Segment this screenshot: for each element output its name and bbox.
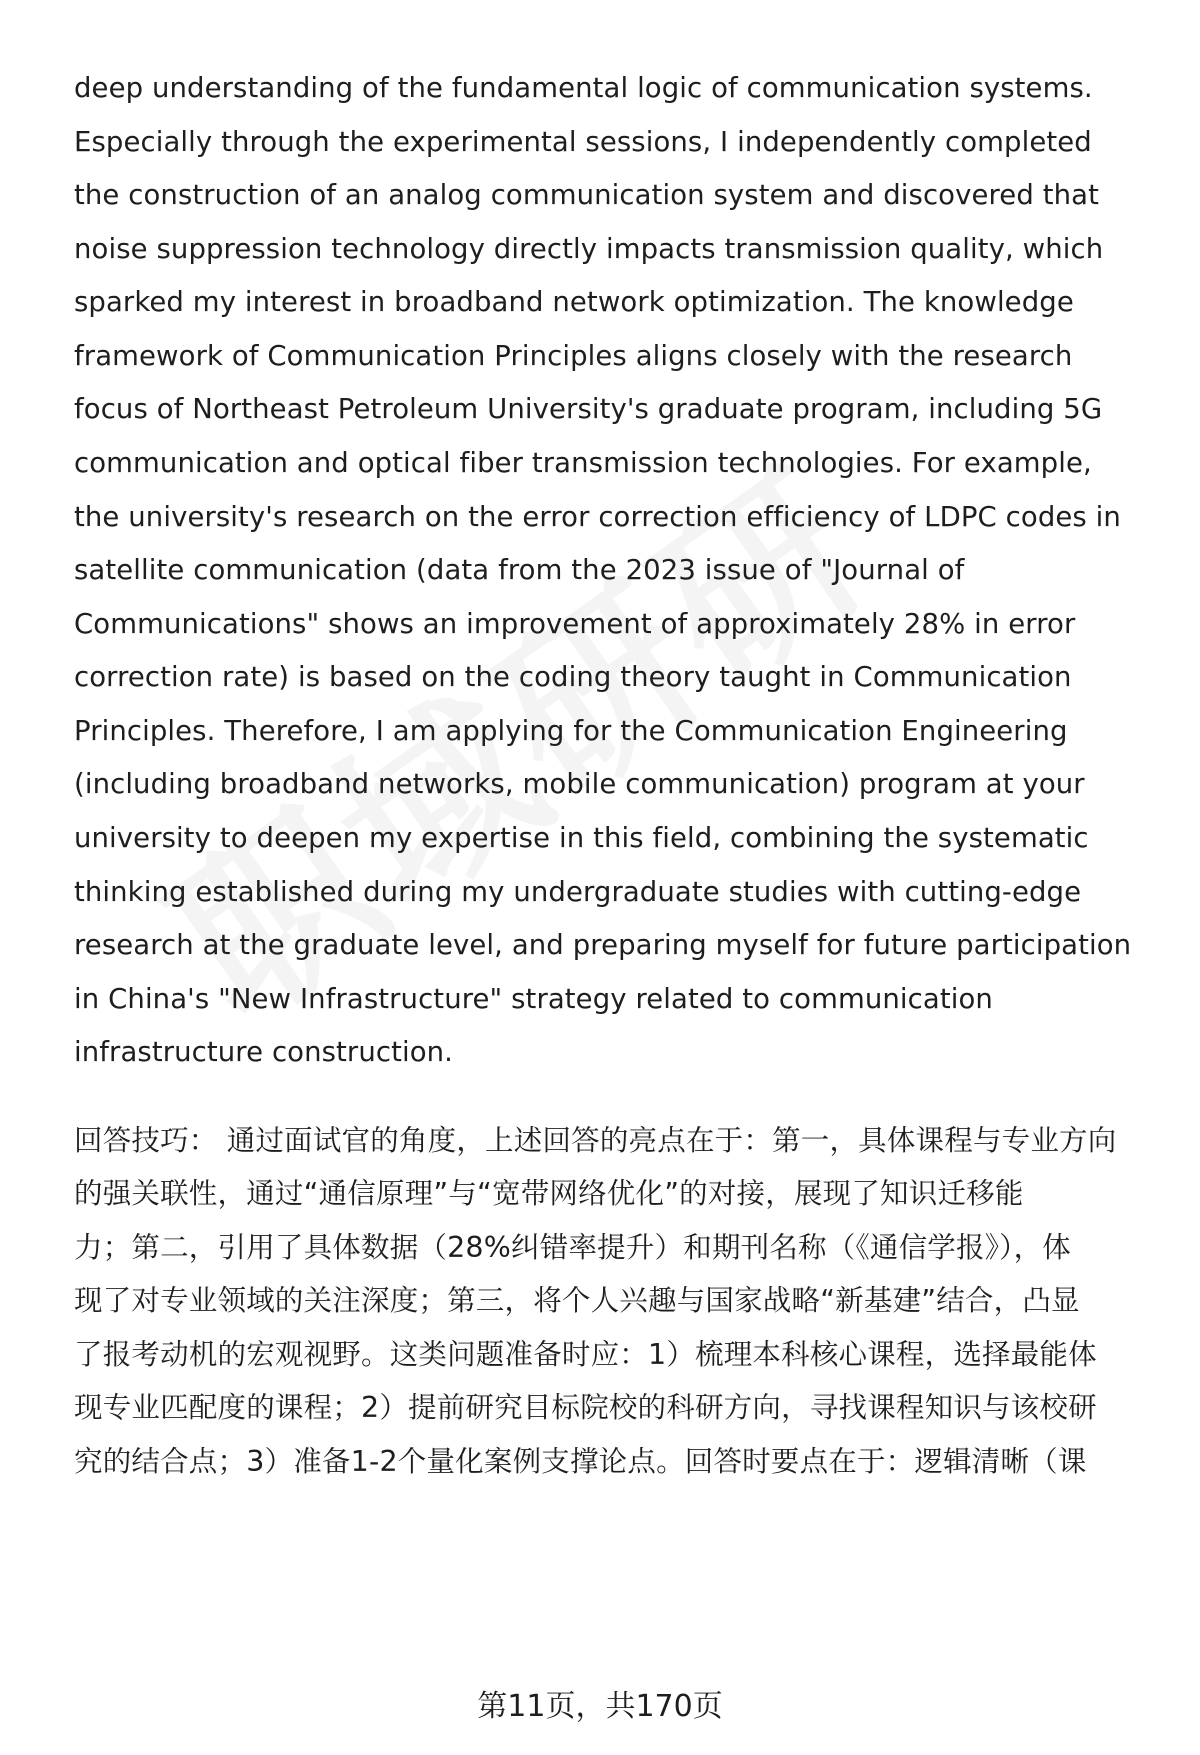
paragraph-line: noise suppression technology directly impacts transmission quality, which	[74, 233, 1104, 265]
paragraph-line: 现专业匹配度的课程；2）提前研究目标院校的科研方向，寻找课程知识与该校研	[74, 1391, 1097, 1424]
paragraph-line: university to deepen my expertise in this field, combining the systematic	[74, 822, 1089, 854]
page-number: 第11页，共170页	[477, 1689, 723, 1724]
paragraph-line: research at the graduate level, and preparing myself for future participation	[74, 929, 1132, 961]
paragraph-line: in China's "New Infrastructure" strategy related to communication	[74, 983, 993, 1015]
paragraph-line: deep understanding of the fundamental logic of communication systems.	[74, 72, 1093, 104]
paragraph-line: 回答技巧： 通过面试官的角度，上述回答的亮点在于：第一，具体课程与专业方向	[74, 1124, 1117, 1157]
paragraph-line: the construction of an analog communication system and discovered that	[74, 179, 1099, 211]
paragraph-line: correction rate) is based on the coding theory taught in Communication	[74, 661, 1072, 693]
paragraph-line: focus of Northeast Petroleum University's graduate program, including 5G	[74, 393, 1103, 425]
paragraph-line: infrastructure construction.	[74, 1036, 454, 1068]
paragraph-line: Principles. Therefore, I am applying for the Communication Engineering	[74, 715, 1068, 747]
paragraph-line: 现了对专业领域的关注深度；第三，将个人兴趣与国家战略“新基建”结合，凸显	[74, 1284, 1080, 1317]
paragraph-line: satellite communication (data from the 2023 issue of "Journal of	[74, 554, 965, 586]
paragraph-line: (including broadband networks, mobile communication) program at your	[74, 768, 1085, 800]
paragraph-line: 了报考动机的宏观视野。这类问题准备时应：1）梳理本科核心课程，选择最能体	[74, 1338, 1097, 1371]
paragraph-line: sparked my interest in broadband network optimization. The knowledge	[74, 286, 1074, 318]
paragraph-line: communication and optical fiber transmission technologies. For example,	[74, 447, 1092, 479]
paragraph-line: framework of Communication Principles aligns closely with the research	[74, 340, 1073, 372]
paragraph-line: 的强关联性，通过“通信原理”与“宽带网络优化”的对接，展现了知识迁移能	[74, 1177, 1024, 1210]
paragraph-line: 究的结合点；3）准备1-2个量化案例支撑论点。回答时要点在于：逻辑清晰（课	[74, 1445, 1087, 1478]
paragraph-line: 力；第二，引用了具体数据（28%纠错率提升）和期刊名称（《通信学报》），体	[74, 1231, 1071, 1264]
paragraph-line: Communications" shows an improvement of approximately 28% in error	[74, 608, 1076, 640]
paragraph-line: Especially through the experimental sessions, I independently completed	[74, 126, 1092, 158]
paragraph-line: the university's research on the error correction efficiency of LDPC codes in	[74, 501, 1121, 533]
paragraph-line: thinking established during my undergraduate studies with cutting-edge	[74, 876, 1082, 908]
